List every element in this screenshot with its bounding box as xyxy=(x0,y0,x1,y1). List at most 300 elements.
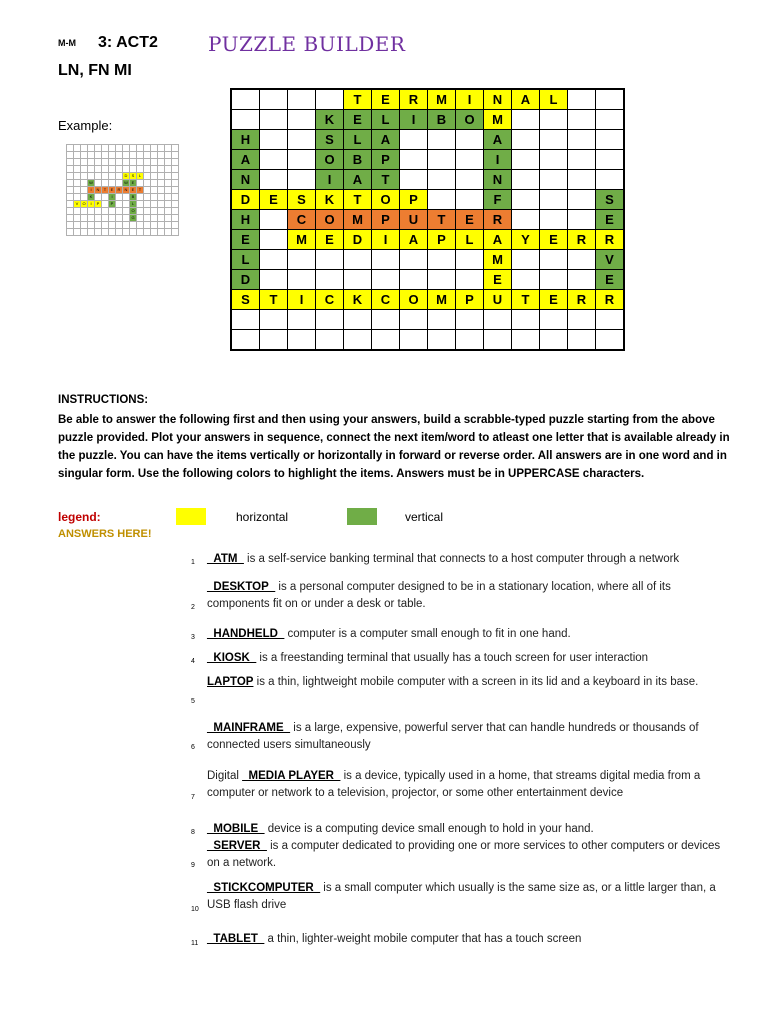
example-cell xyxy=(123,152,130,159)
example-cell xyxy=(172,215,179,222)
example-cell xyxy=(67,194,74,201)
puzzle-cell xyxy=(428,170,456,190)
question-item xyxy=(207,579,727,613)
example-cell xyxy=(172,145,179,152)
question-answer: _STICKCOMPUTER_ xyxy=(207,882,321,894)
example-cell xyxy=(102,208,109,215)
puzzle-cell xyxy=(260,150,288,170)
example-cell: E xyxy=(109,187,116,194)
question-item xyxy=(207,880,727,914)
puzzle-cell xyxy=(456,250,484,270)
puzzle-cell: E xyxy=(596,270,625,290)
example-cell xyxy=(74,180,81,187)
puzzle-cell: A xyxy=(344,170,372,190)
example-cell xyxy=(109,180,116,187)
example-cell xyxy=(95,166,102,173)
question-answer: _HANDHELD_ xyxy=(207,628,285,640)
example-row xyxy=(67,159,179,166)
puzzle-cell xyxy=(288,110,316,130)
example-cell xyxy=(95,145,102,152)
puzzle-cell: N xyxy=(484,170,512,190)
puzzle-cell xyxy=(344,270,372,290)
puzzle-cell: S xyxy=(288,190,316,210)
puzzle-cell xyxy=(231,110,260,130)
puzzle-row xyxy=(231,89,624,110)
question-number: 4 xyxy=(191,658,195,665)
example-cell: P xyxy=(109,201,116,208)
question-item xyxy=(207,838,727,872)
puzzle-cell: M xyxy=(484,110,512,130)
question-item xyxy=(207,768,727,802)
example-cell xyxy=(165,152,172,159)
puzzle-cell xyxy=(512,170,540,190)
puzzle-cell xyxy=(316,310,344,330)
example-cell xyxy=(109,215,116,222)
example-label: Example: xyxy=(58,118,113,133)
puzzle-cell: M xyxy=(344,210,372,230)
example-cell xyxy=(67,159,74,166)
example-cell: L xyxy=(130,201,137,208)
puzzle-cell: M xyxy=(484,250,512,270)
example-cell xyxy=(144,201,151,208)
example-cell xyxy=(151,173,158,180)
example-cell xyxy=(81,215,88,222)
puzzle-cell: L xyxy=(540,89,568,110)
question-text: computer is a computer small enough to fit in one hand. xyxy=(284,628,571,640)
example-cell xyxy=(67,173,74,180)
puzzle-cell: L xyxy=(456,230,484,250)
example-cell xyxy=(158,145,165,152)
puzzle-cell xyxy=(428,310,456,330)
puzzle-cell: T xyxy=(428,210,456,230)
example-cell xyxy=(95,222,102,229)
puzzle-cell: N xyxy=(484,89,512,110)
puzzle-cell xyxy=(288,150,316,170)
example-cell xyxy=(165,145,172,152)
example-cell xyxy=(81,152,88,159)
puzzle-cell xyxy=(456,310,484,330)
example-cell: I xyxy=(109,194,116,201)
example-cell xyxy=(102,229,109,236)
example-cell xyxy=(67,187,74,194)
puzzle-cell xyxy=(344,330,372,351)
puzzle-cell: H xyxy=(231,210,260,230)
question-text: is a device, typically used in a home, that streams digital media from a computer or network to a television, projector, or some other entertainment device xyxy=(207,770,701,799)
puzzle-cell xyxy=(568,89,596,110)
example-cell xyxy=(172,152,179,159)
puzzle-row xyxy=(231,290,624,310)
puzzle-cell: L xyxy=(231,250,260,270)
puzzle-cell: N xyxy=(231,170,260,190)
puzzle-cell: T xyxy=(372,170,400,190)
puzzle-row xyxy=(231,250,624,270)
puzzle-cell: P xyxy=(456,290,484,310)
puzzle-grid xyxy=(230,88,625,351)
example-cell xyxy=(172,201,179,208)
example-cell xyxy=(172,208,179,215)
example-cell xyxy=(81,173,88,180)
example-cell xyxy=(81,166,88,173)
example-cell xyxy=(123,159,130,166)
example-cell xyxy=(95,159,102,166)
puzzle-cell: M xyxy=(428,89,456,110)
example-cell xyxy=(74,215,81,222)
puzzle-cell xyxy=(540,170,568,190)
instructions-body: Be able to answer the following first and then using your answers, build a scrabble-typed puzzle starting from the above puzzle provided. Plot your answers in sequence, connect the next item/word to atleast one letter that is available already in the puzzle. You can have the items vertically or horizontally in forward or reverse order. All answers are in one word and in singular form. Use the following colors to highlight the items. Answers must be in UPPERCASE characters. xyxy=(58,414,730,480)
example-cell xyxy=(88,222,95,229)
puzzle-cell xyxy=(260,330,288,351)
puzzle-cell xyxy=(512,250,540,270)
puzzle-cell: E xyxy=(344,110,372,130)
example-cell xyxy=(123,215,130,222)
example-cell xyxy=(116,208,123,215)
puzzle-cell xyxy=(428,190,456,210)
legend-vertical-label: vertical xyxy=(405,510,444,524)
example-cell: N xyxy=(95,187,102,194)
puzzle-cell: I xyxy=(372,230,400,250)
puzzle-cell: P xyxy=(372,210,400,230)
puzzle-cell xyxy=(596,110,625,130)
puzzle-cell xyxy=(596,170,625,190)
puzzle-cell xyxy=(540,270,568,290)
puzzle-cell xyxy=(428,250,456,270)
example-cell xyxy=(95,208,102,215)
puzzle-cell xyxy=(260,310,288,330)
example-row xyxy=(67,229,179,236)
example-cell xyxy=(151,159,158,166)
puzzle-cell: P xyxy=(428,230,456,250)
puzzle-cell xyxy=(568,110,596,130)
puzzle-cell xyxy=(568,330,596,351)
puzzle-cell: R xyxy=(400,89,428,110)
example-cell xyxy=(102,215,109,222)
example-cell xyxy=(137,180,144,187)
example-cell xyxy=(144,145,151,152)
example-cell xyxy=(172,173,179,180)
example-row xyxy=(67,194,179,201)
puzzle-cell xyxy=(288,130,316,150)
question-number: 8 xyxy=(191,829,195,836)
example-cell xyxy=(123,166,130,173)
example-cell: L xyxy=(137,173,144,180)
puzzle-cell xyxy=(568,250,596,270)
example-cell xyxy=(88,145,95,152)
puzzle-cell xyxy=(428,270,456,290)
example-cell xyxy=(144,194,151,201)
example-cell: W xyxy=(89,180,93,185)
example-row xyxy=(67,222,179,229)
example-cell xyxy=(158,159,165,166)
example-cell xyxy=(151,166,158,173)
example-cell xyxy=(165,180,172,187)
puzzle-cell: M xyxy=(288,230,316,250)
puzzle-cell: R xyxy=(568,230,596,250)
puzzle-cell xyxy=(288,330,316,351)
puzzle-cell: E xyxy=(260,190,288,210)
example-cell xyxy=(95,194,102,201)
example-cell xyxy=(158,173,165,180)
puzzle-cell: I xyxy=(288,290,316,310)
example-cell xyxy=(67,152,74,159)
example-cell xyxy=(151,201,158,208)
puzzle-row xyxy=(231,230,624,250)
puzzle-row xyxy=(231,110,624,130)
question-answer: _TABLET_ xyxy=(207,933,265,945)
question-answer: _DESKTOP_ xyxy=(207,581,276,593)
puzzle-cell xyxy=(596,130,625,150)
example-cell xyxy=(74,173,81,180)
puzzle-cell xyxy=(512,270,540,290)
example-cell xyxy=(88,215,95,222)
puzzle-cell xyxy=(344,250,372,270)
example-cell xyxy=(102,145,109,152)
example-cell xyxy=(81,159,88,166)
puzzle-row xyxy=(231,150,624,170)
example-cell xyxy=(165,229,172,236)
puzzle-cell: D xyxy=(344,230,372,250)
example-cell: G xyxy=(131,215,135,220)
example-cell xyxy=(158,222,165,229)
puzzle-cell: P xyxy=(400,190,428,210)
example-cell xyxy=(144,152,151,159)
example-cell xyxy=(172,166,179,173)
example-cell xyxy=(151,229,158,236)
example-cell xyxy=(102,201,109,208)
puzzle-cell xyxy=(260,130,288,150)
example-cell xyxy=(151,208,158,215)
puzzle-row xyxy=(231,310,624,330)
example-cell xyxy=(74,159,81,166)
example-cell xyxy=(151,152,158,159)
puzzle-cell xyxy=(260,230,288,250)
puzzle-cell: E xyxy=(456,210,484,230)
question-answer: _KIOSK_ xyxy=(207,652,257,664)
example-cell: P xyxy=(95,201,102,208)
puzzle-cell xyxy=(512,130,540,150)
puzzle-cell: I xyxy=(400,110,428,130)
puzzle-cell xyxy=(540,330,568,351)
question-number: 6 xyxy=(191,744,195,751)
example-cell xyxy=(151,215,158,222)
puzzle-cell: T xyxy=(512,290,540,310)
example-cell xyxy=(137,166,144,173)
puzzle-cell: D xyxy=(231,270,260,290)
puzzle-cell xyxy=(456,190,484,210)
example-cell xyxy=(172,194,179,201)
example-cell xyxy=(74,145,81,152)
student-name: LN, FN MI xyxy=(58,62,132,79)
example-cell xyxy=(151,187,158,194)
puzzle-row xyxy=(231,170,624,190)
puzzle-cell: E xyxy=(484,270,512,290)
example-cell xyxy=(137,201,144,208)
example-cell xyxy=(165,194,172,201)
example-cell xyxy=(137,229,144,236)
example-cell xyxy=(102,173,109,180)
example-cell: O xyxy=(82,201,86,206)
question-answer: _MOBILE_ xyxy=(207,823,265,835)
example-cell xyxy=(123,208,130,215)
puzzle-cell: A xyxy=(372,130,400,150)
puzzle-cell xyxy=(260,89,288,110)
example-cell xyxy=(144,173,151,180)
puzzle-cell: C xyxy=(372,290,400,310)
puzzle-cell xyxy=(231,310,260,330)
example-cell xyxy=(158,194,165,201)
example-cell xyxy=(130,229,137,236)
puzzle-cell xyxy=(512,150,540,170)
puzzle-cell: I xyxy=(316,170,344,190)
question-number: 7 xyxy=(191,794,195,801)
puzzle-cell: Y xyxy=(512,230,540,250)
puzzle-cell xyxy=(512,330,540,351)
puzzle-cell xyxy=(540,110,568,130)
puzzle-cell: K xyxy=(344,290,372,310)
example-cell: T xyxy=(102,187,109,194)
example-cell xyxy=(144,180,151,187)
example-cell xyxy=(74,222,81,229)
example-cell xyxy=(172,180,179,187)
puzzle-cell xyxy=(512,210,540,230)
puzzle-cell xyxy=(568,270,596,290)
example-cell xyxy=(109,229,116,236)
question-answer: _SERVER_ xyxy=(207,840,267,852)
example-cell xyxy=(158,187,165,194)
puzzle-cell: K xyxy=(316,110,344,130)
example-cell xyxy=(109,152,116,159)
puzzle-cell: A xyxy=(400,230,428,250)
puzzle-cell: T xyxy=(260,290,288,310)
puzzle-cell: R xyxy=(484,210,512,230)
example-cell xyxy=(130,145,137,152)
question-item xyxy=(207,720,727,754)
example-cell xyxy=(172,229,179,236)
puzzle-cell xyxy=(428,330,456,351)
puzzle-cell xyxy=(316,250,344,270)
example-cell xyxy=(158,208,165,215)
example-puzzle-grid xyxy=(66,144,179,236)
puzzle-cell xyxy=(568,150,596,170)
example-row xyxy=(67,201,179,208)
example-cell xyxy=(102,166,109,173)
puzzle-cell xyxy=(288,250,316,270)
puzzle-cell: I xyxy=(456,89,484,110)
example-cell: I xyxy=(88,187,95,194)
example-cell xyxy=(137,215,144,222)
example-cell xyxy=(102,222,109,229)
puzzle-cell xyxy=(316,270,344,290)
example-cell xyxy=(109,166,116,173)
example-cell xyxy=(88,152,95,159)
question-item xyxy=(207,821,727,838)
puzzle-cell: O xyxy=(316,210,344,230)
puzzle-cell xyxy=(540,190,568,210)
example-cell xyxy=(102,180,109,187)
example-cell xyxy=(137,222,144,229)
example-cell xyxy=(116,194,123,201)
puzzle-cell xyxy=(344,310,372,330)
puzzle-row xyxy=(231,330,624,351)
example-cell xyxy=(144,208,151,215)
puzzle-cell xyxy=(596,330,625,351)
example-cell xyxy=(109,159,116,166)
example-cell xyxy=(165,166,172,173)
question-answer: LAPTOP xyxy=(207,676,254,688)
question-item xyxy=(207,551,727,568)
question-pre: Digital xyxy=(207,770,243,782)
puzzle-cell: B xyxy=(428,110,456,130)
example-cell xyxy=(116,201,123,208)
example-cell: N xyxy=(123,187,130,194)
example-cell: T xyxy=(137,187,144,194)
puzzle-cell: O xyxy=(316,150,344,170)
puzzle-cell: R xyxy=(568,290,596,310)
example-cell xyxy=(116,215,123,222)
puzzle-cell xyxy=(288,270,316,290)
puzzle-cell: E xyxy=(540,290,568,310)
example-cell xyxy=(74,187,81,194)
example-cell xyxy=(102,194,109,201)
example-row xyxy=(67,173,179,180)
answers-here-label: ANSWERS HERE! xyxy=(58,528,152,540)
puzzle-cell xyxy=(428,130,456,150)
puzzle-cell: M xyxy=(428,290,456,310)
example-cell xyxy=(130,222,137,229)
puzzle-cell: S xyxy=(316,130,344,150)
example-cell xyxy=(88,208,95,215)
example-cell xyxy=(88,173,95,180)
question-number: 9 xyxy=(191,862,195,869)
puzzle-cell xyxy=(400,310,428,330)
puzzle-cell xyxy=(231,89,260,110)
puzzle-cell xyxy=(260,270,288,290)
example-cell xyxy=(137,159,144,166)
puzzle-cell xyxy=(400,330,428,351)
example-cell xyxy=(67,215,74,222)
example-cell xyxy=(165,173,172,180)
question-number: 5 xyxy=(191,698,195,705)
example-row xyxy=(67,180,179,187)
puzzle-cell: E xyxy=(316,230,344,250)
example-cell xyxy=(88,229,95,236)
puzzle-cell: A xyxy=(484,130,512,150)
question-number: 1 xyxy=(191,559,195,566)
question-text: is a small computer which usually is the same size as, or a little larger than, a USB flash drive xyxy=(207,882,716,911)
example-cell xyxy=(144,215,151,222)
puzzle-cell: K xyxy=(316,190,344,210)
example-cell xyxy=(95,229,102,236)
question-text: is a personal computer designed to be in a stationary location, where all of its components fit on or under a desk or table. xyxy=(207,581,671,610)
example-cell xyxy=(158,166,165,173)
question-text: is a computer dedicated to providing one or more services to other computers or devices on a network. xyxy=(207,840,721,869)
puzzle-cell: E xyxy=(540,230,568,250)
question-item xyxy=(207,674,727,691)
example-cell xyxy=(158,201,165,208)
example-cell xyxy=(116,152,123,159)
puzzle-cell: C xyxy=(316,290,344,310)
example-cell xyxy=(165,201,172,208)
example-cell xyxy=(116,222,123,229)
example-cell xyxy=(88,166,95,173)
puzzle-cell xyxy=(372,330,400,351)
puzzle-cell: A xyxy=(484,230,512,250)
example-cell xyxy=(130,166,137,173)
puzzle-cell xyxy=(316,330,344,351)
puzzle-cell: E xyxy=(372,89,400,110)
puzzle-cell: I xyxy=(484,150,512,170)
legend-vertical-swatch xyxy=(347,508,377,525)
puzzle-cell: U xyxy=(400,210,428,230)
